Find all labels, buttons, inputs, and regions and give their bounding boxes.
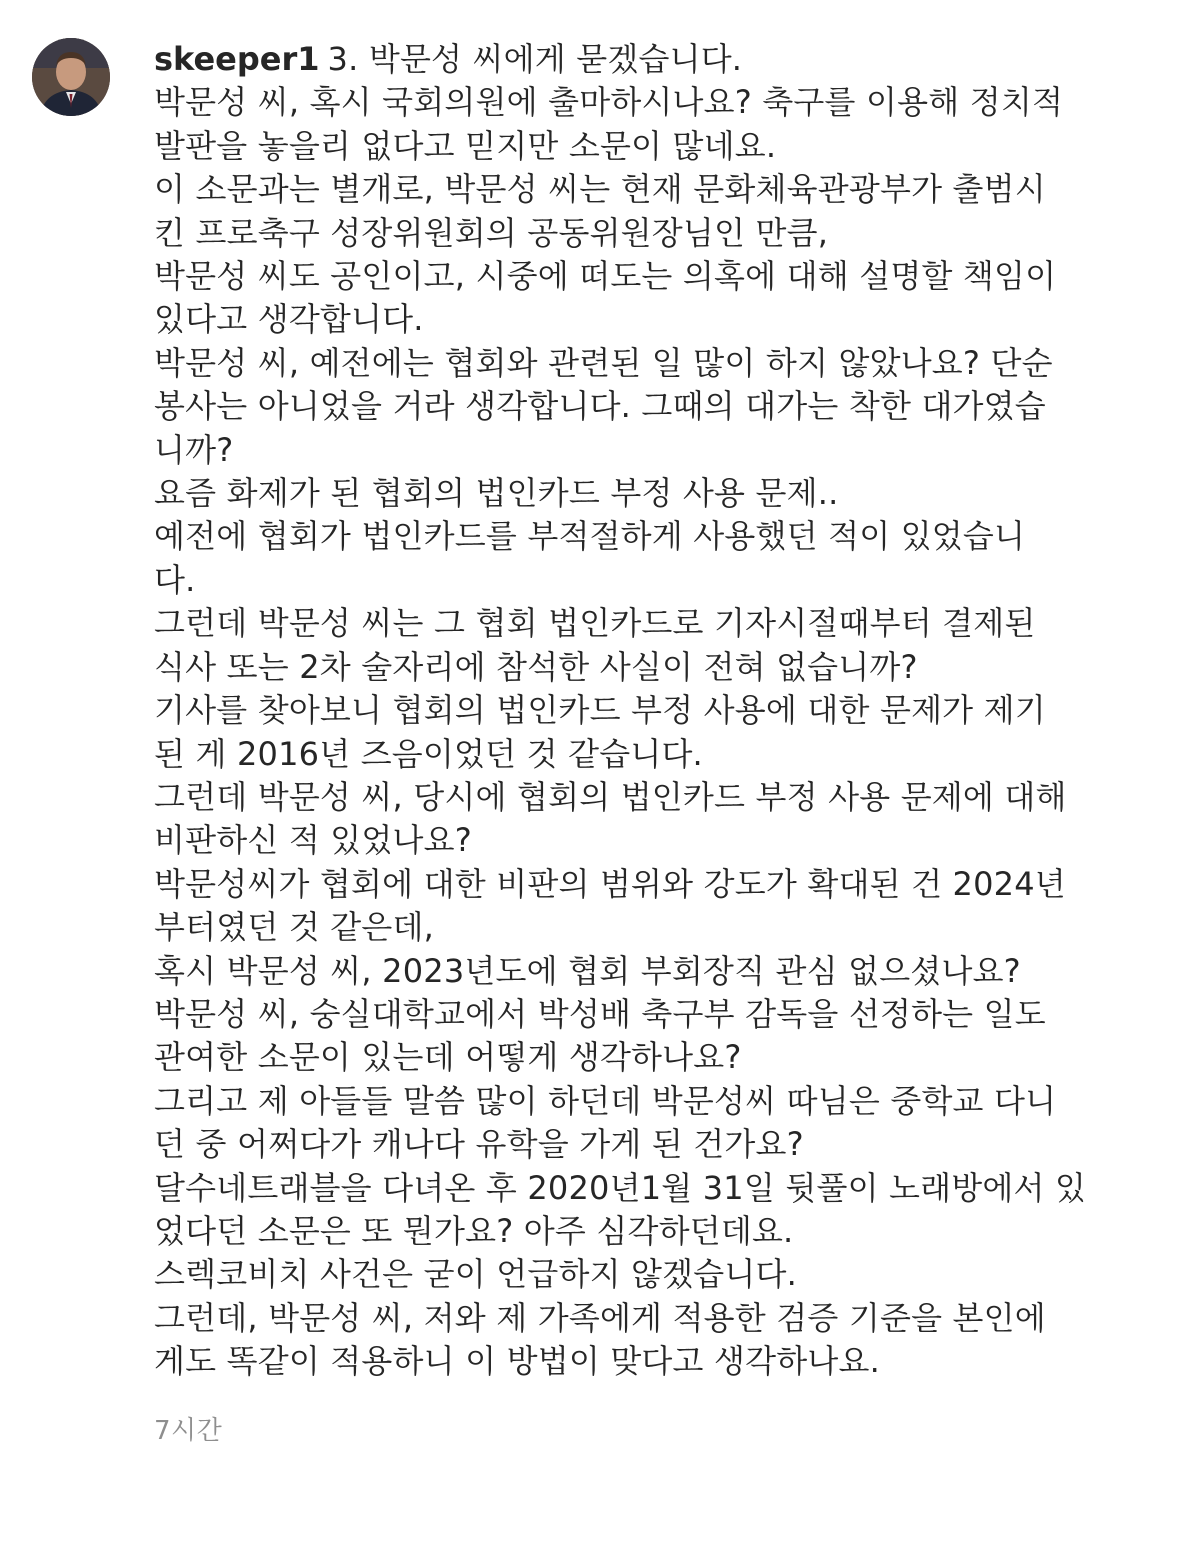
comment-line: 요즘 화제가 된 협회의 법인카드 부정 사용 문제..	[154, 474, 839, 513]
comment-line: 다.	[154, 560, 196, 599]
comment-line: 비판하신 적 있었나요?	[154, 821, 472, 860]
comment	[32, 38, 1160, 1447]
profile-photo-icon	[32, 38, 110, 116]
comment-line: 있다고 생각합니다.	[154, 300, 424, 339]
comment-line: 된 게 2016년 즈음이었던 것 같습니다.	[154, 734, 703, 773]
comment-line-text: 3. 박문성 씨에게 묻겠습니다.	[327, 40, 743, 78]
comment-line: 었다던 소문은 또 뭔가요? 아주 심각하던데요.	[154, 1211, 794, 1250]
comment-line: 달수네트래블을 다녀온 후 2020년1월 31일 뒷풀이 노래방에서 있	[154, 1168, 1087, 1207]
comment-line: 그리고 제 아들들 말씀 많이 하던데 박문성씨 따님은 중학교 다니	[154, 1081, 1057, 1120]
comment-line: 그런데 박문성 씨는 그 협회 법인카드로 기자시절때부터 결제된	[154, 604, 1036, 643]
comment-line: 그런데, 박문성 씨, 저와 제 가족에게 적용한 검증 기준을 본인에	[154, 1298, 1046, 1337]
comment-line: 봉사는 아니었을 거라 생각합니다. 그때의 대가는 착한 대가였습	[154, 387, 1046, 426]
comment-line: 혹시 박문성 씨, 2023년도에 협회 부회장직 관심 없으셨나요?	[154, 951, 1021, 990]
comment-line: 킨 프로축구 성장위원회의 공동위원장님인 만큼,	[154, 213, 829, 252]
comment-line: 그런데 박문성 씨, 당시에 협회의 법인카드 부정 사용 문제에 대해	[154, 777, 1067, 816]
comment-line: 식사 또는 2차 술자리에 참석한 사실이 전혀 없습니까?	[154, 647, 918, 686]
comment-line	[154, 38, 1160, 81]
comment-line: 이 소문과는 별개로, 박문성 씨는 현재 문화체육관광부가 출범시	[154, 170, 1046, 209]
avatar[interactable]	[32, 38, 110, 116]
comment-line: 게도 똑같이 적용하니 이 방법이 맞다고 생각하나요.	[154, 1342, 880, 1381]
comment-line: 부터였던 것 같은데,	[154, 908, 435, 947]
timestamp: 7시간	[154, 1415, 223, 1446]
username[interactable]: skeeper1	[154, 40, 320, 78]
comment-line: 스렉코비치 사건은 굳이 언급하지 않겠습니다.	[154, 1255, 797, 1294]
comment-line: 박문성 씨도 공인이고, 시중에 떠도는 의혹에 대해 설명할 책임이	[154, 257, 1057, 296]
comment-text	[154, 38, 1160, 1384]
comment-line: 박문성 씨, 혹시 국회의원에 출마하시나요? 축구를 이용해 정치적	[154, 83, 1064, 122]
comment-body	[154, 38, 1160, 1447]
comment-line: 관여한 소문이 있는데 어떻게 생각하나요?	[154, 1038, 742, 1077]
comment-line: 던 중 어쩌다가 캐나다 유학을 가게 된 건가요?	[154, 1125, 804, 1164]
comment-line: 예전에 협회가 법인카드를 부적절하게 사용했던 적이 있었습니	[154, 517, 1026, 556]
comment-line: 니까?	[154, 430, 234, 469]
comment-line: 박문성 씨, 숭실대학교에서 박성배 축구부 감독을 선정하는 일도	[154, 994, 1046, 1033]
comment-line: 기사를 찾아보니 협회의 법인카드 부정 사용에 대한 문제가 제기	[154, 691, 1046, 730]
comment-line: 박문성씨가 협회에 대한 비판의 범위와 강도가 확대된 건 2024년	[154, 864, 1066, 903]
comment-line: 박문성 씨, 예전에는 협회와 관련된 일 많이 하지 않았나요? 단순	[154, 343, 1053, 382]
comment-line: 발판을 놓을리 없다고 믿지만 소문이 많네요.	[154, 126, 777, 165]
